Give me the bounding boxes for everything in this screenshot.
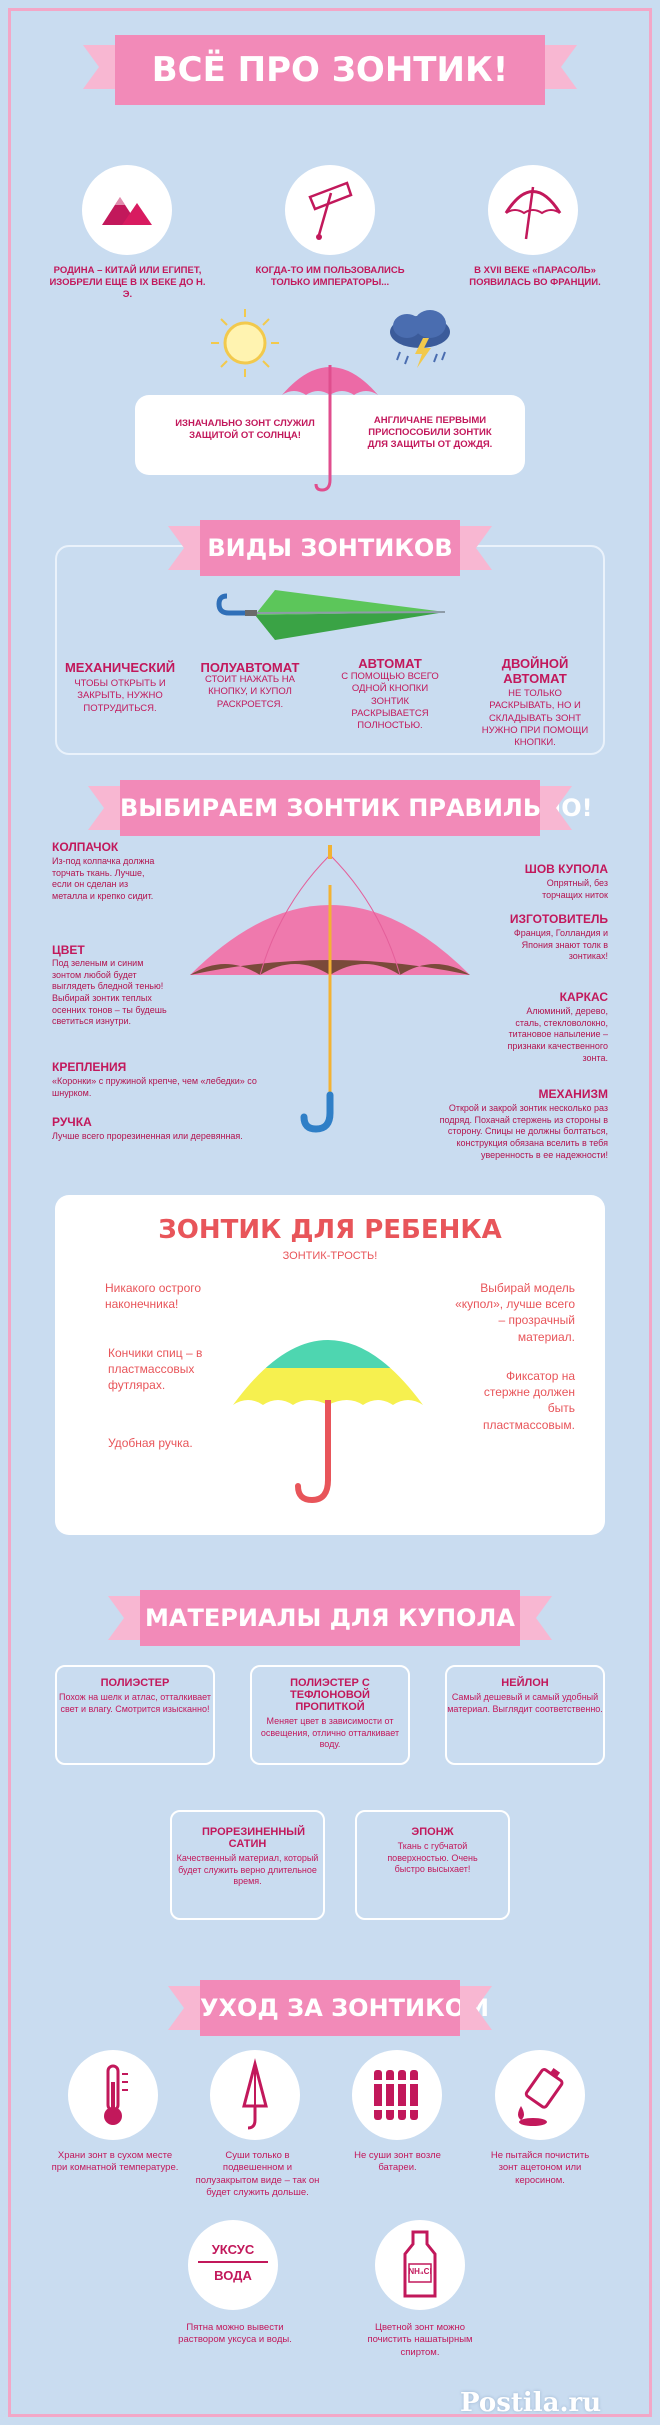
choose-right-head-3: КАРКАС — [559, 990, 608, 1004]
care-caption-3: Не суши зонт возле батареи. — [354, 2150, 441, 2174]
type-head-4: ДВОЙНОЙ АВТОМАТ — [501, 656, 569, 686]
care-title: УХОД ЗА ЗОНТИКОМ — [200, 1994, 490, 2022]
history-caption-2: КОГДА-ТО ИМ ПОЛЬЗОВАЛИСЬ ТОЛЬКО ИМПЕРАТОРЫ... — [255, 265, 405, 288]
choose-left-text-4: Лучше всего прорезиненная или деревянная. — [52, 1131, 243, 1141]
choose-right-text-2: Франция, Голландия и Япония знают толк в зонтиках! — [513, 928, 608, 962]
material-card-3 — [445, 1665, 605, 1765]
choose-left-text-3: «Коронки» с пружиной крепче, чем «лебедки» со шнурком. — [52, 1076, 257, 1098]
choose-left-text-1: Из-под колпачка должна торчать ткань. Лучше, если он сделан из металла и крепко сидит. — [52, 856, 155, 902]
vinegar-icon — [188, 2220, 278, 2310]
material-head: НЕЙЛОН — [501, 1677, 549, 1689]
choose-left-head-4: РУЧКА — [52, 1115, 92, 1129]
material-card-5 — [355, 1810, 510, 1920]
material-text: Меняет цвет в зависимости от освещения, отлично отталкивает воду. — [260, 1716, 400, 1750]
history-caption-3: В XVII ВЕКЕ «ПАРАСОЛЬ» ПОЯВИЛАСЬ ВО ФРАНЦИИ. — [469, 265, 601, 288]
lace-umbrella-icon — [488, 165, 578, 255]
type-head-1: МЕХАНИЧЕСКИЙ — [64, 660, 176, 675]
types-banner — [200, 520, 460, 576]
materials-title: МАТЕРИАЛЫ ДЛЯ КУПОЛА — [145, 1604, 515, 1632]
choose-title: ВЫБИРАЕМ ЗОНТИК ПРАВИЛЬНО! — [120, 794, 593, 822]
choose-right-text-1: Опрятный, без торчащих ниток — [542, 878, 608, 900]
spill-can-icon — [495, 2050, 585, 2140]
material-head: ПОЛИЭСТЕР — [100, 1677, 170, 1689]
kids-umbrella-icon — [228, 1290, 428, 1510]
footer-logo: Postila.ru — [460, 2388, 602, 2418]
care-caption-6: Цветной зонт можно почистить нашатырным спиртом. — [367, 2322, 473, 2358]
material-head: ПРОРЕЗИНЕННЫЙ САТИН — [202, 1826, 305, 1850]
green-umbrella-icon — [215, 580, 455, 655]
bottle-label: NH₄Cl — [408, 2267, 432, 2276]
type-head-3: АВТОМАТ — [358, 656, 422, 671]
rain-caption: АНГЛИЧАНЕ ПЕРВЫМИ ПРИСПОСОБИЛИ ЗОНТИК ДЛЯ ЗАЩИТЫ ОТ ДОЖДЯ. — [367, 415, 493, 450]
ribbon-right — [540, 786, 572, 830]
care-caption-5: Пятна можно вывести раствором уксуса и воды. — [178, 2322, 292, 2346]
type-text-4: НЕ ТОЛЬКО РАСКРЫВАТЬ, НО И СКЛАДЫВАТЬ ЗОНТ НУЖНО ПРИ ПОМОЩИ КНОПКИ. — [481, 688, 589, 749]
kids-right-1: Выбирай модель «купол», лучше всего – прозрачный материал. — [455, 1281, 575, 1344]
choose-right-text-3: Алюминий, дерево, сталь, стекловолокно, титановое напыление – признаки качественного зонта. — [507, 1006, 608, 1063]
ribbon-right — [460, 526, 492, 570]
choose-left-text-2: Под зеленым и синим зонтом любой будет выглядеть бледной тенью! Выбирай зонтик теплых осенних тонов – ты будешь светиться изнутри. — [52, 958, 167, 1027]
main-title-banner — [115, 35, 545, 105]
material-card-1 — [55, 1665, 215, 1765]
types-title: ВИДЫ ЗОНТИКОВ — [207, 534, 453, 562]
material-text: Самый дешевый и самый удобный материал. Выглядит соответственно. — [447, 1692, 603, 1714]
material-head: ПОЛИЭСТЕР С ТЕФЛОНОВОЙ ПРОПИТКОЙ — [290, 1677, 370, 1713]
history-caption-1: РОДИНА – КИТАЙ ИЛИ ЕГИПЕТ, ИЗОБРЕЛИ ЕЩЕ В IX ВЕКЕ ДО Н. Э. — [49, 265, 206, 300]
material-head: ЭПОНЖ — [411, 1826, 454, 1838]
ribbon-right — [545, 45, 577, 89]
vinegar-label: УКСУС — [198, 2242, 268, 2263]
ribbon-left — [168, 1986, 200, 2030]
care-banner — [200, 1980, 490, 2036]
ribbon-right — [520, 1596, 552, 1640]
bottle-icon — [375, 2220, 465, 2310]
parasol-icon — [285, 165, 375, 255]
choose-left-head-2: ЦВЕТ — [52, 943, 85, 957]
kids-title: ЗОНТИК ДЛЯ РЕБЕНКА — [158, 1215, 502, 1245]
material-text: Похож на шелк и атлас, отталкивает свет и влагу. Смотрится изысканно! — [59, 1692, 211, 1714]
ribbon-right — [460, 1986, 492, 2030]
material-card-2 — [250, 1665, 410, 1765]
ribbon-left — [108, 1596, 140, 1640]
choose-right-head-4: МЕХАНИЗМ — [538, 1087, 608, 1101]
kids-left-2: Кончики спиц – в пластмассовых футлярах. — [108, 1346, 203, 1393]
type-text-3: С ПОМОЩЬЮ ВСЕГО ОДНОЙ КНОПКИ ЗОНТИК РАСКРЫВАЕТСЯ ПОЛНОСТЬЮ. — [341, 671, 439, 732]
choose-banner — [120, 780, 593, 836]
care-caption-4: Не пытайся почистить зонт ацетоном или керосином. — [490, 2150, 590, 2186]
rain-cloud-icon — [375, 300, 465, 380]
thermometer-icon — [68, 2050, 158, 2140]
water-label: ВОДА — [214, 2268, 252, 2283]
care-caption-1: Храни зонт в сухом месте при комнатной температуре. — [51, 2150, 179, 2174]
choose-left-head-1: КОЛПАЧОК — [52, 840, 119, 854]
choose-right-text-4: Открой и закрой зонтик несколько раз подряд. Похачай стержень из стороны в сторону. Спицы не должны болтаться, конструкция обязана вселить в тебя уверенность в ее надежности! — [439, 1103, 608, 1160]
material-text: Качественный материал, который будет служить верно длительное время. — [176, 1853, 319, 1887]
page-title: ВСЁ ПРО ЗОНТИК! — [151, 50, 509, 90]
materials-banner — [140, 1590, 520, 1646]
pyramids-icon — [82, 165, 172, 255]
radiator-icon — [352, 2050, 442, 2140]
choose-right-head-1: ШОВ КУПОЛА — [524, 862, 608, 876]
ribbon-left — [168, 526, 200, 570]
sun-caption: ИЗНАЧАЛЬНО ЗОНТ СЛУЖИЛ ЗАЩИТОЙ ОТ СОЛНЦА! — [175, 418, 315, 441]
choose-left-head-3: КРЕПЛЕНИЯ — [52, 1060, 127, 1074]
type-text-2: СТОИТ НАЖАТЬ НА КНОПКУ, И КУПОЛ РАСКРОЕТСЯ. — [204, 674, 296, 710]
kids-subtitle: ЗОНТИК-ТРОСТЬ! — [282, 1250, 378, 1262]
kids-left-3: Удобная ручка. — [108, 1436, 193, 1450]
choose-right-head-2: ИЗГОТОВИТЕЛЬ — [509, 912, 608, 926]
kids-left-1: Никакого острого наконечника! — [105, 1281, 202, 1312]
kids-right-2: Фиксатор на стержне должен быть пластмассовым. — [483, 1369, 575, 1432]
material-card-4 — [170, 1810, 325, 1920]
closed-umbrella-icon — [210, 2050, 300, 2140]
type-head-2: ПОЛУАВТОМАТ — [200, 660, 300, 675]
ribbon-left — [88, 786, 120, 830]
ribbon-left — [83, 45, 115, 89]
care-caption-2: Суши только в подвешенном и полузакрытом виде – так он будет служить дольше. — [195, 2150, 320, 2199]
type-text-1: ЧТОБЫ ОТКРЫТЬ И ЗАКРЫТЬ, НУЖНО ПОТРУДИТЬСЯ. — [74, 678, 166, 714]
material-text: Ткань с губчатой поверхностью. Очень быстро высыхает! — [387, 1841, 478, 1875]
